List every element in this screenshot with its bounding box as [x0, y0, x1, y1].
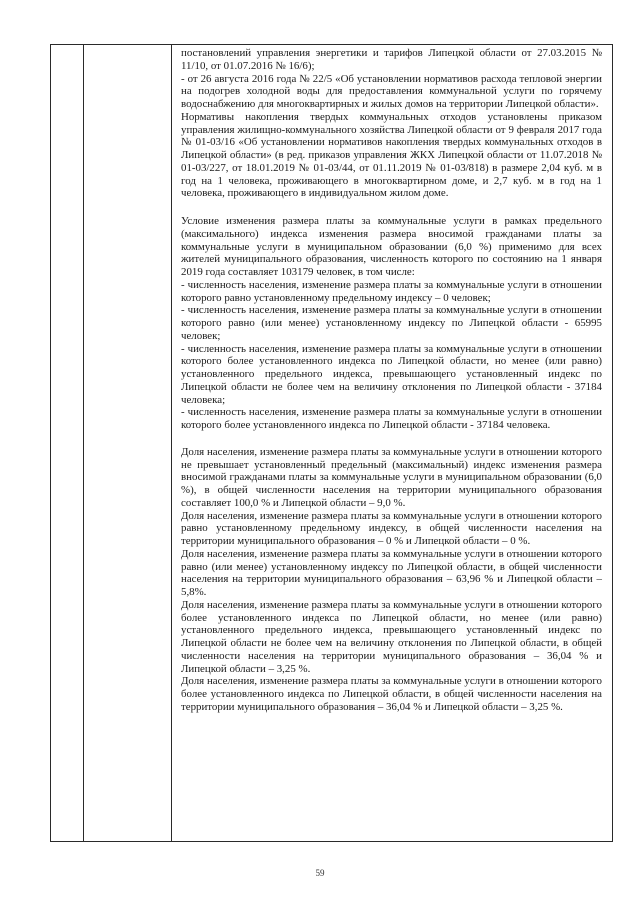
spacer [181, 200, 602, 215]
paragraph: - численность населения, изменение размера платы за коммунальные услуги в отношении которого равно (или менее) установленному индексу по Липецкой области - 65995 человек; [181, 304, 602, 342]
spacer [181, 432, 602, 446]
paragraph: Доля населения, изменение размера платы за коммунальные услуги в отношении которого равно (или менее) установленному индексу по Липецкой области, в общей численности населения на территории муниципального образования – 63,96 % и Липецкой области – 5,8%. [181, 547, 602, 598]
paragraph: - от 26 августа 2016 года № 22/5 «Об установлении нормативов расхода тепловой энергии на подогрев холодной воды для предоставления коммунальной услуги по горячему водоснабжению для многоквартирных и жилых домов на территории Липецкой области». [181, 72, 602, 110]
paragraph: Доля населения, изменение размера платы за коммунальные услуги в отношении которого не превышает установленный предельный (максимальный) индекс изменения размера вносимой гражданами платы за коммунальные услуги в муниципальном образовании (6,0 %), в общей численности населения на территории муниципального образования составляет 100,0 % и Липецкой области – 9,0 %. [181, 445, 602, 509]
column-divider [83, 45, 84, 841]
content-cell [181, 47, 602, 837]
paragraph: Доля населения, изменение размера платы за коммунальные услуги в отношении которого более установленного индекса по Липецкой области, но менее (или равно) установленного предельного индекса, превышающего установленный индекс по Липецкой области не более чем на величину отклонения по Липецкой области, в общей численности населения на территории муниципального образования – 36,04 % и Липецкой области – 3,25 %. [181, 598, 602, 675]
document-table [50, 44, 613, 842]
page-number: 59 [315, 868, 325, 878]
paragraph: Доля населения, изменение размера платы за коммунальные услуги в отношении которого равно установленному предельному индексу, в общей численности населения на территории муниципального образования – 0 % и Липецкой области – 0 %. [181, 509, 602, 547]
paragraph: постановлений управления энергетики и тарифов Липецкой области от 27.03.2015 № 11/10, от 01.07.2016 № 16/6); [181, 47, 602, 72]
paragraph: Доля населения, изменение размера платы за коммунальные услуги в отношении которого более установленного индекса по Липецкой области, в общей численности населения на территории муниципального образования – 36,04 % и Липецкой области – 3,25 %. [181, 675, 602, 713]
paragraph: - численность населения, изменение размера платы за коммунальные услуги в отношении которого равно установленному предельному индексу – 0 человек; [181, 278, 602, 304]
paragraph: Нормативы накопления твердых коммунальных отходов установлены приказом управления жилищно-коммунального хозяйства Липецкой области от 9 февраля 2017 года № 01-03/16 «Об установлении нормативов накопления твердых коммунальных отходов в Липецкой области» (в ред. приказов управления ЖКХ Липецкой области от 11.07.2018 № 01-03/227, от 18.01.2019 № 01-03/44, от 01.11.2019 № 01-03/818) в размере 2,04 куб. м в год на 1 человека, проживающего в многоквартирном доме, и 2,7 куб. м в год на 1 человека, проживающего в индивидуальном жилом доме. [181, 110, 602, 200]
paragraph: - численность населения, изменение размера платы за коммунальные услуги в отношении которого более установленного индекса по Липецкой области, но менее (или равно) установленного предельного индекса, превышающего установленный индекс по Липецкой области не более чем на величину отклонения по Липецкой области - 37184 человека; [181, 342, 602, 406]
paragraph: Условие изменения размера платы за коммунальные услуги в рамках предельного (максимального) индекса изменения размера вносимой гражданами платы за коммунальные услуги в муниципальном образовании (6,0 %) применимо для всех жителей муниципального образования, численность которого по состоянию на 1 января 2019 года составляет 103179 человек, в том числе: [181, 215, 602, 278]
column-divider [171, 45, 172, 841]
paragraph: - численность населения, изменение размера платы за коммунальные услуги в отношении которого более установленного индекса по Липецкой области - 37184 человека. [181, 406, 602, 431]
